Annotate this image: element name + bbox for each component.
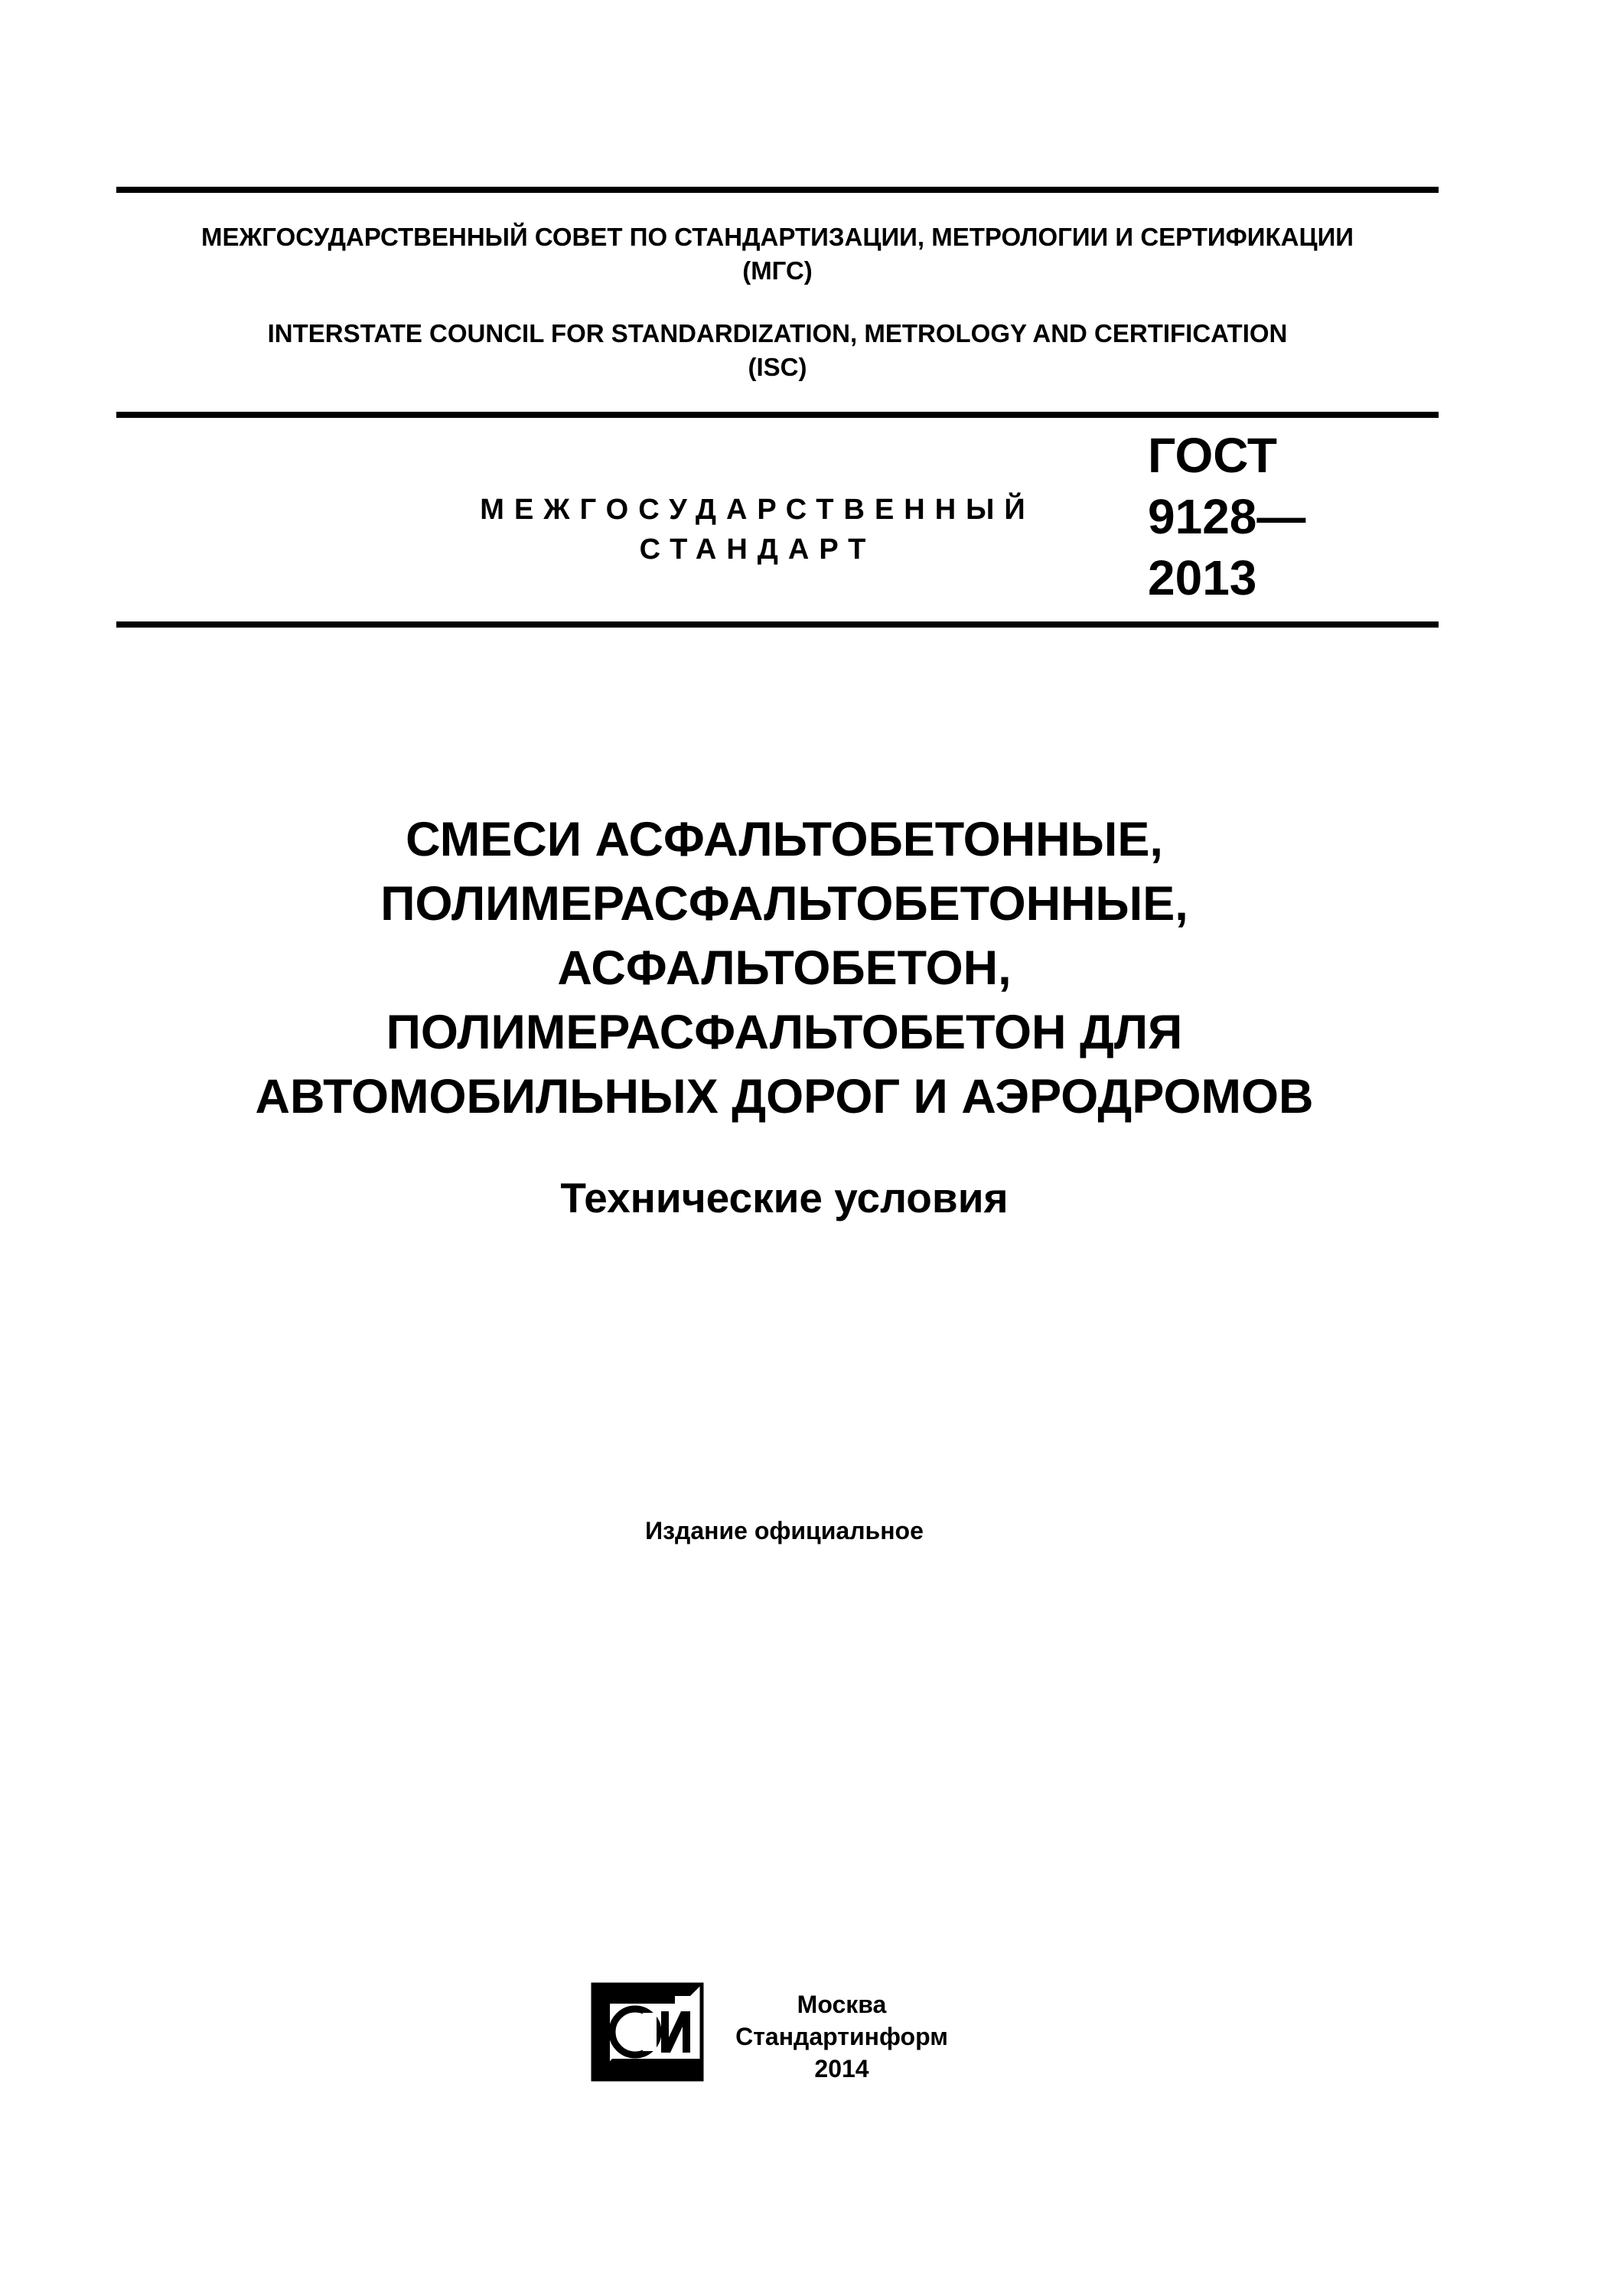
middle-rule xyxy=(116,412,1439,418)
publisher-name: Стандартинформ xyxy=(735,2023,948,2050)
title-line-2: ПОЛИМЕРАСФАЛЬТОБЕТОННЫЕ, xyxy=(380,877,1188,931)
gost-number: 9128— xyxy=(1148,489,1306,544)
standartinform-logo-icon xyxy=(591,1982,704,2082)
publisher-year: 2014 xyxy=(814,2055,869,2082)
council-ru xyxy=(116,220,1439,288)
publisher-city: Москва xyxy=(797,1991,887,2018)
gost-designation xyxy=(1148,425,1423,608)
standard-type xyxy=(429,490,1087,569)
title-line-1: СМЕСИ АСФАЛЬТОБЕТОННЫЕ, xyxy=(406,813,1163,866)
top-rule xyxy=(116,187,1439,193)
title-line-3: АСФАЛЬТОБЕТОН, xyxy=(557,941,1012,995)
council-en-name: INTERSTATE COUNCIL FOR STANDARDIZATION, METROLOGY AND CERTIFICATION xyxy=(267,319,1288,347)
standard-type-line-1: МЕЖГОСУДАРСТВЕННЫЙ xyxy=(480,494,1035,526)
document-subtitle: Технические условия xyxy=(560,1174,1009,1221)
council-ru-abbreviation: (МГС) xyxy=(742,256,813,285)
document-title xyxy=(77,807,1492,1129)
publisher-block xyxy=(712,1988,972,2085)
council-ru-name: МЕЖГОСУДАРСТВЕННЫЙ СОВЕТ ПО СТАНДАРТИЗАЦИИ, МЕТРОЛОГИИ И СЕРТИФИКАЦИИ xyxy=(200,223,1354,251)
title-line-4: ПОЛИМЕРАСФАЛЬТОБЕТОН ДЛЯ xyxy=(386,1006,1183,1059)
council-en xyxy=(116,317,1439,384)
council-en-abbreviation: (ISC) xyxy=(748,353,807,381)
gost-label: ГОСТ xyxy=(1148,428,1277,483)
title-line-5: АВТОМОБИЛЬНЫХ ДОРОГ И АЭРОДРОМОВ xyxy=(255,1070,1314,1124)
gost-year: 2013 xyxy=(1148,550,1257,605)
bottom-rule xyxy=(116,621,1439,628)
standard-type-line-2: СТАНДАРТ xyxy=(639,533,876,566)
edition-label: Издание официальное xyxy=(645,1517,924,1544)
